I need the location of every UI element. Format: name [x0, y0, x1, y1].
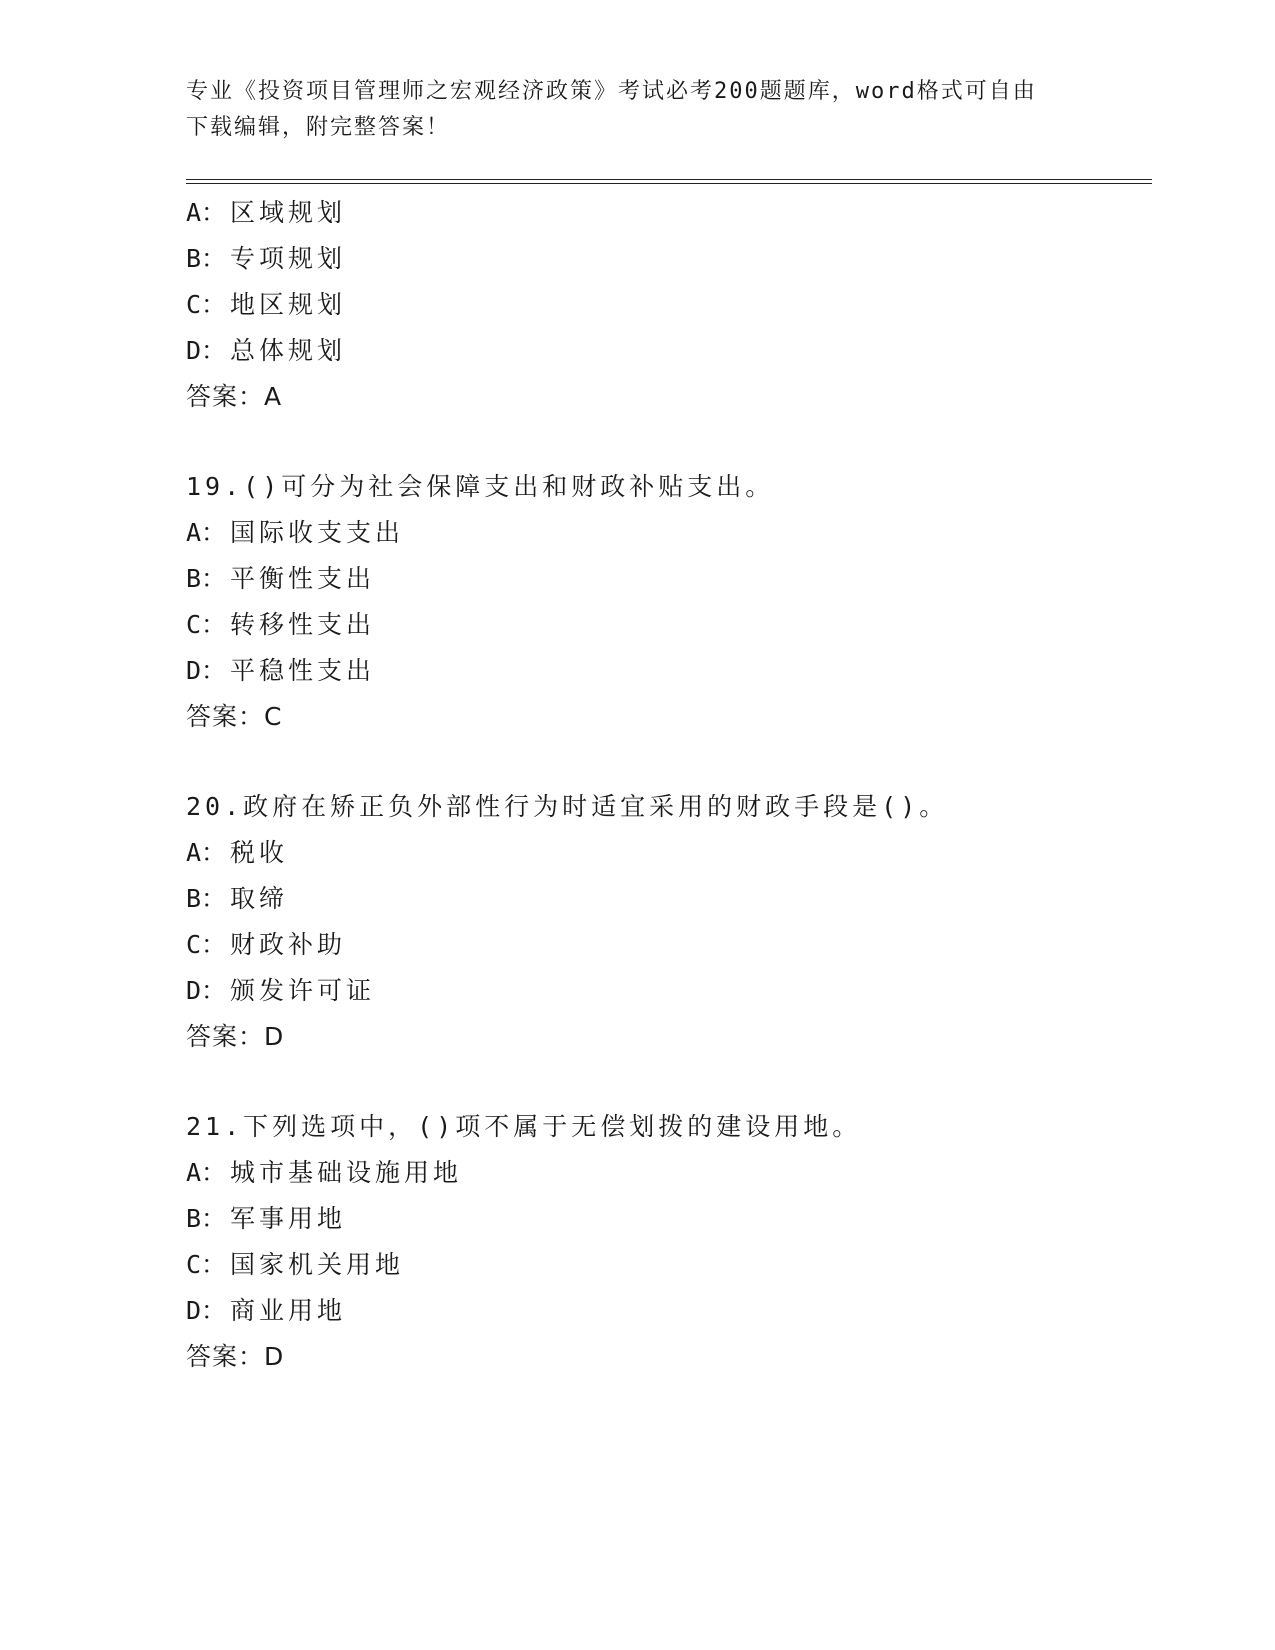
option-text: 税收 — [230, 838, 289, 867]
option-d — [186, 328, 1152, 374]
option-letter: C： — [186, 930, 227, 959]
option-text: 商业用地 — [230, 1296, 347, 1325]
option-text: 颁发许可证 — [230, 976, 376, 1005]
question-stem: 19.()可分为社会保障支出和财政补贴支出。 — [186, 472, 775, 501]
option-letter: D： — [186, 656, 227, 685]
question-stem: 21.下列选项中，()项不属于无偿划拨的建设用地。 — [186, 1112, 862, 1141]
header-divider-bottom — [186, 183, 1152, 184]
option-text: 国家机关用地 — [230, 1250, 405, 1279]
option-b — [186, 556, 1152, 602]
option-letter: C： — [186, 1250, 227, 1279]
answer-line: 答案：A — [186, 382, 283, 411]
option-b — [186, 236, 1152, 282]
option-d — [186, 968, 1152, 1014]
option-letter: C： — [186, 610, 227, 639]
option-a — [186, 830, 1152, 876]
option-d — [186, 648, 1152, 694]
option-letter: A： — [186, 198, 227, 227]
header-divider-top — [186, 179, 1152, 180]
option-letter: C： — [186, 290, 227, 319]
option-letter: B： — [186, 564, 227, 593]
option-text: 军事用地 — [230, 1204, 347, 1233]
option-letter: A： — [186, 518, 227, 547]
question-list — [186, 190, 1152, 1380]
option-text: 财政补助 — [230, 930, 347, 959]
option-letter: D： — [186, 336, 227, 365]
option-letter: A： — [186, 838, 227, 867]
option-text: 总体规划 — [230, 336, 347, 365]
option-text: 城市基础设施用地 — [230, 1158, 463, 1187]
option-c — [186, 922, 1152, 968]
option-letter: D： — [186, 976, 227, 1005]
option-c — [186, 1242, 1152, 1288]
option-text: 专项规划 — [230, 244, 347, 273]
document-header — [186, 74, 1066, 146]
option-a — [186, 1150, 1152, 1196]
option-text: 国际收支支出 — [230, 518, 405, 547]
option-text: 平稳性支出 — [230, 656, 376, 685]
option-b — [186, 1196, 1152, 1242]
answer-line: 答案：C — [186, 702, 283, 731]
option-a — [186, 190, 1152, 236]
option-text: 地区规划 — [230, 290, 347, 319]
option-letter: B： — [186, 884, 227, 913]
option-c — [186, 282, 1152, 328]
option-text: 转移性支出 — [230, 610, 376, 639]
question-stem: 20.政府在矫正负外部性行为时适宜采用的财政手段是()。 — [186, 792, 949, 821]
answer-line: 答案：D — [186, 1022, 285, 1051]
option-a — [186, 510, 1152, 556]
option-letter: B： — [186, 244, 227, 273]
option-c — [186, 602, 1152, 648]
option-text: 取缔 — [230, 884, 289, 913]
option-text: 平衡性支出 — [230, 564, 376, 593]
header-line-2: 下载编辑，附完整答案！ — [186, 115, 451, 140]
question-block — [186, 784, 1152, 1060]
question-block — [186, 464, 1152, 740]
option-d — [186, 1288, 1152, 1334]
header-line-1: 专业《投资项目管理师之宏观经济政策》考试必考200题题库，word格式可自由 — [186, 79, 1037, 104]
option-b — [186, 876, 1152, 922]
answer-line: 答案：D — [186, 1342, 285, 1371]
question-block — [186, 190, 1152, 420]
option-letter: A： — [186, 1158, 227, 1187]
option-letter: B： — [186, 1204, 227, 1233]
option-text: 区域规划 — [230, 198, 347, 227]
option-letter: D： — [186, 1296, 227, 1325]
question-block — [186, 1104, 1152, 1380]
